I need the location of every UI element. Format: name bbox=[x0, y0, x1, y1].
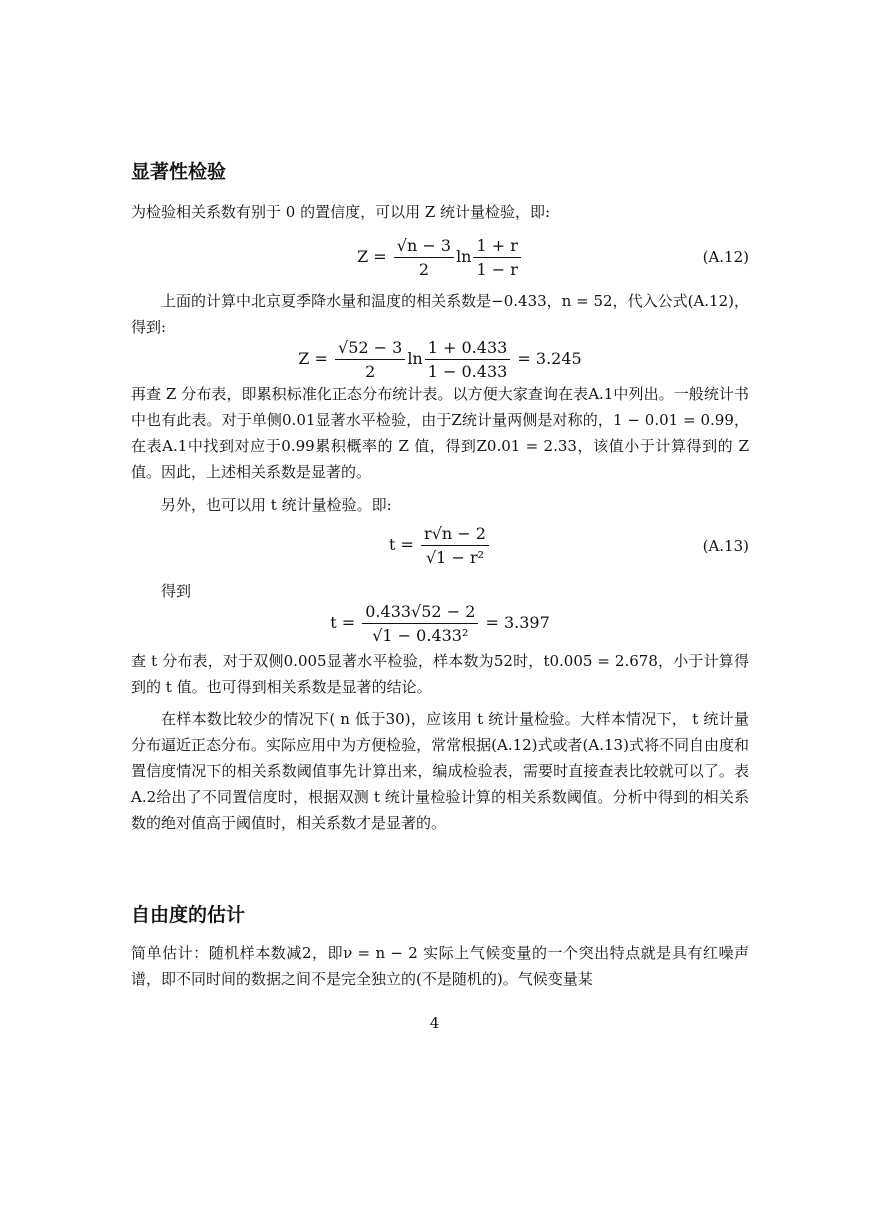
calc1-denominator-2: 1 − 0.433 bbox=[427, 362, 508, 381]
calc2-result: = 3.397 bbox=[485, 613, 550, 632]
eq12-denominator: 2 bbox=[418, 260, 430, 279]
eq13-denominator: √1 − r² bbox=[425, 548, 484, 567]
equation-a13 bbox=[131, 524, 749, 570]
eq12-numerator: √n − 3 bbox=[394, 236, 454, 258]
paragraph-t-intro: 另外，也可以用 t 统计量检验。即: bbox=[161, 496, 392, 514]
eq12-lhs: Z = bbox=[357, 247, 387, 266]
calc1-numerator-2: 1 + 0.433 bbox=[425, 338, 511, 360]
paragraph-z-intro: 为检验相关系数有别于 0 的置信度，可以用 Z 统计量检验，即: bbox=[131, 203, 551, 221]
equation-a12 bbox=[131, 236, 749, 280]
paragraph-obtained: 得到 bbox=[161, 582, 192, 600]
section-heading-degrees-of-freedom: 自由度的估计 bbox=[131, 904, 246, 926]
paragraph-dof-estimate: 简单估计：随机样本数减2，即ν = n − 2 实际上气候变量的一个突出特点就是具有红噪声谱，即不同时间的数据之间不是完全独立的(不是随机的)。气候变量某 bbox=[131, 944, 749, 988]
calc2-numerator: 0.433√52 − 2 bbox=[362, 602, 478, 624]
equation-z-calculation bbox=[131, 338, 749, 382]
calc1-result: = 3.245 bbox=[517, 349, 582, 368]
equation-label-a12: (A.12) bbox=[702, 248, 749, 266]
paragraph-correlation-value: 上面的计算中北京夏季降水量和温度的相关系数是−0.433，n = 52，代入公式(A.12)，得到: bbox=[131, 292, 749, 336]
equation-t-calculation bbox=[131, 602, 749, 648]
calc1-numerator: √52 − 3 bbox=[335, 338, 405, 360]
eq13-lhs: t = bbox=[389, 535, 414, 554]
paragraph-t-table-lookup: 查 t 分布表，对于双侧0.005显著水平检验，样本数为52时，t0.005 = 2.678，小于计算得到的 t 值。也可得到相关系数是显著的结论。 bbox=[131, 652, 749, 696]
calc2-denominator: √1 − 0.433² bbox=[372, 626, 469, 645]
section-heading-significance-test: 显著性检验 bbox=[131, 161, 227, 183]
calc1-denominator: 2 bbox=[365, 362, 376, 381]
eq12-ln: ln bbox=[456, 247, 472, 266]
calc1-ln: ln bbox=[407, 349, 423, 368]
calc2-lhs: t = bbox=[330, 613, 356, 632]
eq13-numerator: r√n − 2 bbox=[421, 524, 489, 546]
eq12-denominator-2: 1 − r bbox=[476, 260, 518, 279]
paragraph-small-sample: 在样本数比较少的情况下( n 低于30)，应该用 t 统计量检验。大样本情况下， t 统计量分布逼近正态分布。实际应用中为方便检验，常常根据(A.12)式或者(A.13)式将不同自由度和置信度情况下的相关系数阈值事先计算出来，编成检验表，需要时直接查表比较就可以了。表A.2给出了不同置信度时，根据双测 t 统计量检验计算的相关系数阈值。分析中得到的相关系数的绝对值高于阈值时，相关系数才是显著的。 bbox=[131, 710, 749, 832]
calc1-lhs: Z = bbox=[298, 349, 328, 368]
page-number: 4 bbox=[429, 1014, 440, 1032]
equation-label-a13: (A.13) bbox=[702, 537, 749, 555]
eq12-numerator-2: 1 + r bbox=[473, 236, 520, 258]
paragraph-z-table-lookup: 再查 Z 分布表，即累积标准化正态分布统计表。以方便大家查询在表A.1中列出。一般统计书中也有此表。对于单侧0.01显著水平检验，由于Z统计量两侧是对称的，1 − 0.01 = 0.99，在表A.1中找到对应于0.99累积概率的 Z 值，得到Z0.01 = 2.33，该值小于计算得到的 Z 值。因此，上述相关系数是显著的。 bbox=[131, 385, 749, 481]
